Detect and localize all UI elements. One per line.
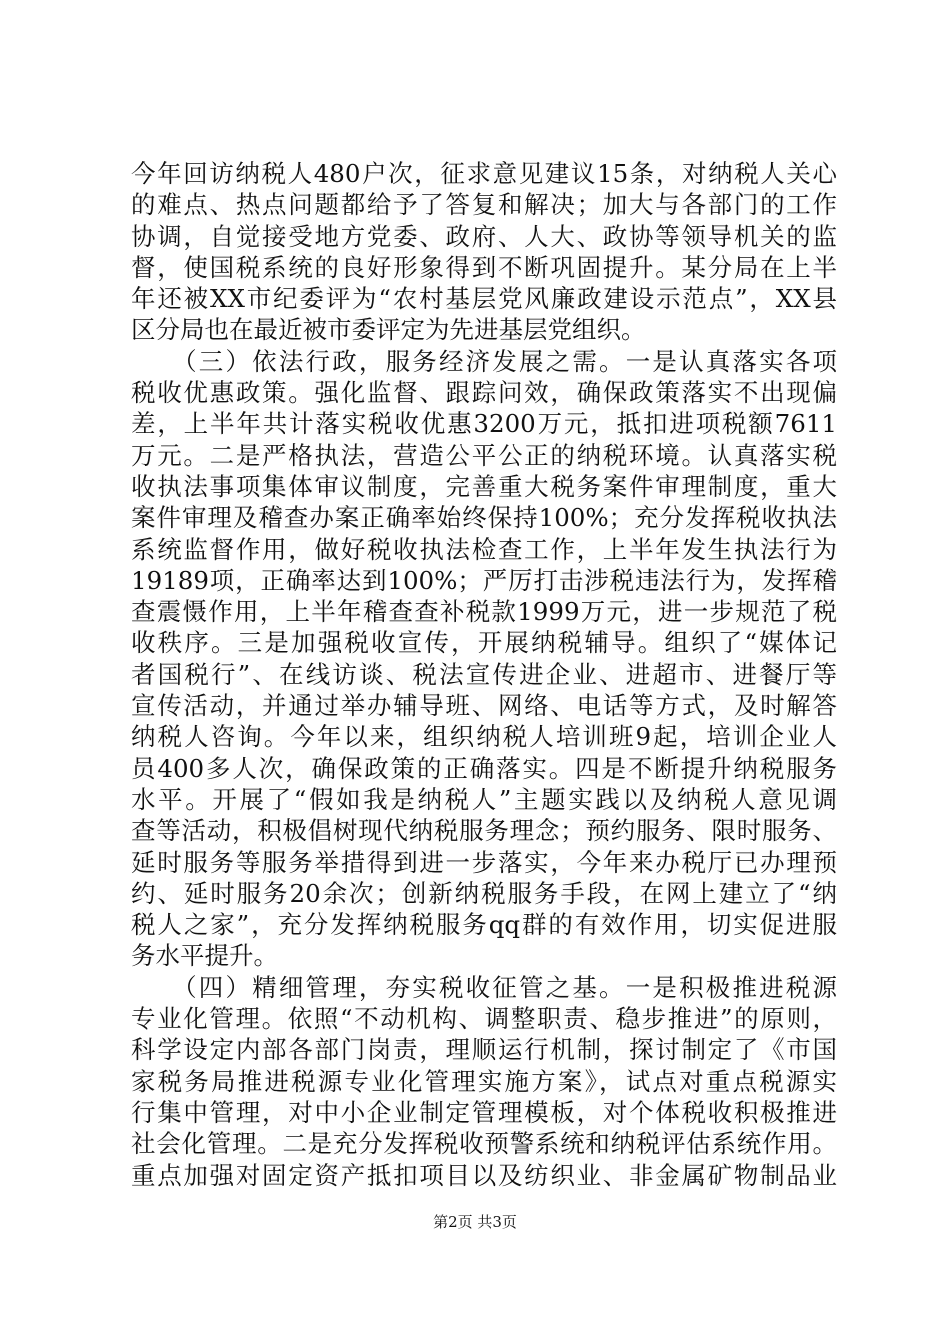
text-line: （四）精细管理，夯实税收征管之基。一是积极推进税源 [131,972,837,1002]
text-line: 者国税行”、在线访谈、税法宣传进企业、进超市、进餐厅等 [131,659,837,689]
text-line: 约、延时服务20余次；创新纳税服务手段，在网上建立了“纳 [131,878,837,908]
text-line: （三）依法行政，服务经济发展之需。一是认真落实各项 [131,346,837,376]
text-line: 今年回访纳税人480户次，征求意见建议15条，对纳税人关心 [131,159,837,188]
text-line: 家税务局推进税源专业化管理实施方案》，试点对重点税源实 [131,1066,837,1096]
document-body [131,158,837,1191]
page-number: 第2页 共3页 [433,1213,517,1231]
text-line: 收秩序。三是加强税收宣传，开展纳税辅导。组织了“媒体记 [131,628,837,658]
text-line: 行集中管理，对中小企业制定管理模板，对个体税收积极推进 [131,1097,837,1127]
page-footer [0,1212,950,1232]
text-line: 收执法事项集体审议制度，完善重大税务案件审理制度，重大 [131,471,837,501]
text-line: 区分局也在最近被市委评定为先进基层党组织。 [131,315,646,345]
text-line: 查等活动，积极倡树现代纳税服务理念；预约服务、限时服务、 [131,816,837,846]
text-line: 务水平提升。 [131,941,278,971]
text-line: 宣传活动，并通过举办辅导班、网络、电话等方式，及时解答 [131,691,837,721]
text-line: 水平。开展了“假如我是纳税人”主题实践以及纳税人意见调 [131,784,837,814]
text-line: 差，上半年共计落实税收优惠3200万元，抵扣进项税额7611 [131,409,837,439]
text-line: 延时服务等服务举措得到进一步落实，今年来办税厅已办理预 [131,847,837,877]
text-line: 系统监督作用，做好税收执法检查工作，上半年发生执法行为 [131,534,837,564]
text-line: 年还被XX市纪委评为“农村基层党风廉政建设示范点”，XX县 [131,284,837,314]
text-line: 查震慑作用，上半年稽查查补税款1999万元，进一步规范了税 [131,597,837,627]
text-line: 重点加强对固定资产抵扣项目以及纺织业、非金属矿物制品业 [131,1160,837,1190]
text-line: 员400多人次，确保政策的正确落实。四是不断提升纳税服务 [131,753,837,783]
text-line: 科学设定内部各部门岗责，理顺运行机制，探讨制定了《市国 [131,1035,837,1065]
text-line: 纳税人咨询。今年以来，组织纳税人培训班9起，培训企业人 [131,722,837,752]
text-line: 督，使国税系统的良好形象得到不断巩固提升。某分局在上半 [131,252,837,282]
text-line: 税人之家”，充分发挥纳税服务qq群的有效作用，切实促进服 [131,910,837,940]
text-line: 万元。二是严格执法，营造公平公正的纳税环境。认真落实税 [131,440,837,470]
text-line: 的难点、热点问题都给予了答复和解决；加大与各部门的工作 [131,190,837,220]
text-line: 案件审理及稽查办案正确率始终保持100%；充分发挥税收执法 [131,503,837,533]
text-line: 专业化管理。依照“不动机构、调整职责、稳步推进”的原则， [131,1004,837,1034]
text-line: 协调，自觉接受地方党委、政府、人大、政协等领导机关的监 [131,221,837,251]
text-line: 19189项，正确率达到100%；严厉打击涉税违法行为，发挥稽 [131,565,837,595]
text-line: 社会化管理。二是充分发挥税收预警系统和纳税评估系统作用。 [131,1129,837,1159]
text-line: 税收优惠政策。强化监督、跟踪问效，确保政策落实不出现偏 [131,378,837,408]
